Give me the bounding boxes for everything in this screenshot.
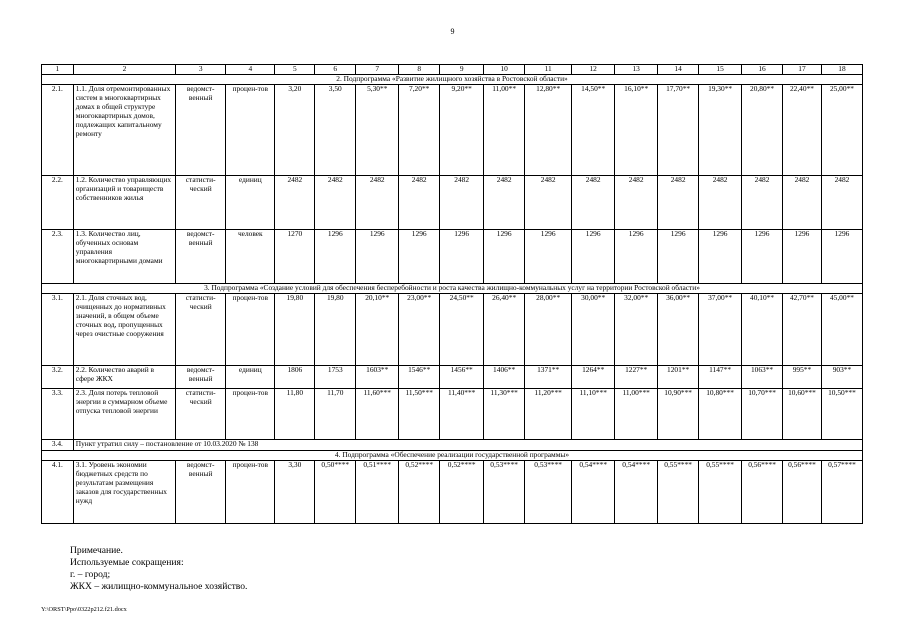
- value-cell: 1753: [315, 366, 356, 389]
- table-row: [42, 85, 863, 176]
- value-cell: 903**: [821, 366, 862, 389]
- column-header: 10: [484, 65, 525, 75]
- value-cell: 9,20**: [440, 85, 484, 176]
- indicator-unit: процен-тов: [226, 461, 275, 524]
- indicator-type: статисти-ческий: [176, 176, 226, 230]
- value-cell: 11,50***: [399, 389, 440, 440]
- column-header: 5: [275, 65, 315, 75]
- value-cell: 1296: [658, 230, 699, 284]
- value-cell: 2482: [484, 176, 525, 230]
- value-cell: 0,56****: [742, 461, 783, 524]
- value-cell: 11,00**: [484, 85, 525, 176]
- value-cell: 0,53****: [525, 461, 572, 524]
- table-row: [42, 461, 863, 524]
- indicator-name: 2.3. Доля потерь тепловой энергии в суммарном объеме отпуска тепловой энергии: [73, 389, 175, 440]
- indicator-type: ведомст-венный: [176, 461, 226, 524]
- value-cell: 11,30***: [484, 389, 525, 440]
- value-cell: 2482: [615, 176, 658, 230]
- value-cell: 30,00**: [572, 294, 615, 366]
- note-line: г. – город;: [70, 569, 111, 580]
- value-cell: 37,00**: [699, 294, 742, 366]
- indicator-type: ведомст-венный: [176, 85, 226, 176]
- value-cell: 2482: [440, 176, 484, 230]
- table-row-repealed: [42, 440, 863, 451]
- value-cell: 16,10**: [615, 85, 658, 176]
- value-cell: 23,00**: [399, 294, 440, 366]
- value-cell: 10,70***: [742, 389, 783, 440]
- row-number: 4.1.: [42, 461, 74, 524]
- value-cell: 14,50**: [572, 85, 615, 176]
- row-number: 2.1.: [42, 85, 74, 176]
- table-row: [42, 176, 863, 230]
- value-cell: 1296: [399, 230, 440, 284]
- indicator-unit: единиц: [226, 366, 275, 389]
- value-cell: 42,70**: [783, 294, 822, 366]
- value-cell: 2482: [315, 176, 356, 230]
- value-cell: 20,80**: [742, 85, 783, 176]
- column-header: 15: [699, 65, 742, 75]
- column-header: 12: [572, 65, 615, 75]
- value-cell: 10,60***: [783, 389, 822, 440]
- column-header: 4: [226, 65, 275, 75]
- value-cell: 10,90***: [658, 389, 699, 440]
- indicator-unit: процен-тов: [226, 389, 275, 440]
- value-cell: 2482: [572, 176, 615, 230]
- row-number: 2.2.: [42, 176, 74, 230]
- table-row: [42, 366, 863, 389]
- value-cell: 3,20: [275, 85, 315, 176]
- value-cell: 11,80: [275, 389, 315, 440]
- column-header: 2: [73, 65, 175, 75]
- value-cell: 0,55****: [699, 461, 742, 524]
- indicator-unit: процен-тов: [226, 294, 275, 366]
- indicator-name: 3.1. Уровень экономии бюджетных средств по результатам размещения заказов для государственных нужд: [73, 461, 175, 524]
- value-cell: 0,57****: [821, 461, 862, 524]
- value-cell: 1546**: [399, 366, 440, 389]
- value-cell: 11,60***: [356, 389, 399, 440]
- column-header: 17: [783, 65, 822, 75]
- column-header: 16: [742, 65, 783, 75]
- section-title: 4. Подпрограмма «Обеспечение реализации государственной программы»: [42, 451, 863, 461]
- indicator-name: 2.2. Количество аварий в сфере ЖКХ: [73, 366, 175, 389]
- indicator-unit: процен-тов: [226, 85, 275, 176]
- value-cell: 1296: [484, 230, 525, 284]
- value-cell: 5,30**: [356, 85, 399, 176]
- value-cell: 22,40**: [783, 85, 822, 176]
- value-cell: 0,54****: [572, 461, 615, 524]
- notes-block: [70, 545, 247, 593]
- value-cell: 26,40**: [484, 294, 525, 366]
- column-number-row: [42, 65, 863, 75]
- column-header: 11: [525, 65, 572, 75]
- value-cell: 1456**: [440, 366, 484, 389]
- value-cell: 10,50***: [821, 389, 862, 440]
- note-line: Используемые сокращения:: [70, 557, 184, 568]
- column-header: 9: [440, 65, 484, 75]
- value-cell: 995**: [783, 366, 822, 389]
- section-title: 3. Подпрограмма «Создание условий для обеспечения бесперебойности и роста качества жилищно-коммунальных услуг на территории Ростовской области»: [42, 284, 863, 294]
- value-cell: 1296: [572, 230, 615, 284]
- table-row: [42, 389, 863, 440]
- column-header: 14: [658, 65, 699, 75]
- section-row-4: [42, 451, 863, 461]
- value-cell: 11,40***: [440, 389, 484, 440]
- value-cell: 0,51****: [356, 461, 399, 524]
- value-cell: 1371**: [525, 366, 572, 389]
- value-cell: 0,52****: [440, 461, 484, 524]
- column-header: 7: [356, 65, 399, 75]
- value-cell: 0,54****: [615, 461, 658, 524]
- value-cell: 19,80: [275, 294, 315, 366]
- indicator-name: 1.2. Количество управляющих организаций и товариществ собственников жилья: [73, 176, 175, 230]
- note-line: ЖКХ – жилищно-коммунальное хозяйство.: [70, 581, 248, 592]
- value-cell: 1296: [783, 230, 822, 284]
- value-cell: 0,53****: [484, 461, 525, 524]
- value-cell: 0,52****: [399, 461, 440, 524]
- value-cell: 1296: [315, 230, 356, 284]
- value-cell: 10,80***: [699, 389, 742, 440]
- column-header: 1: [42, 65, 74, 75]
- value-cell: 1296: [699, 230, 742, 284]
- indicator-type: статисти-ческий: [176, 389, 226, 440]
- indicator-name: 1.3. Количество лиц, обученных основам управления многоквартирными домами: [73, 230, 175, 284]
- page-number: 9: [450, 27, 455, 36]
- value-cell: 1296: [356, 230, 399, 284]
- table-row: [42, 230, 863, 284]
- value-cell: 11,20***: [525, 389, 572, 440]
- value-cell: 1147**: [699, 366, 742, 389]
- value-cell: 17,70**: [658, 85, 699, 176]
- value-cell: 3,30: [275, 461, 315, 524]
- value-cell: 2482: [275, 176, 315, 230]
- value-cell: 1806: [275, 366, 315, 389]
- value-cell: 1296: [742, 230, 783, 284]
- row-number: 3.4.: [42, 440, 74, 451]
- file-path-footer: Y:\ORST\Ppo\0322p212.f21.docx: [41, 606, 127, 613]
- value-cell: 1201**: [658, 366, 699, 389]
- indicator-type: статисти-ческий: [176, 294, 226, 366]
- value-cell: 2482: [783, 176, 822, 230]
- row-number: 3.1.: [42, 294, 74, 366]
- column-header: 8: [399, 65, 440, 75]
- value-cell: 24,50**: [440, 294, 484, 366]
- indicator-name: 1.1. Доля отремонтированных систем в многоквартирных домах в общей структуре многоквартирных домов, подлежащих капитальному ремонту: [73, 85, 175, 176]
- value-cell: 2482: [699, 176, 742, 230]
- value-cell: 2482: [742, 176, 783, 230]
- value-cell: 1296: [440, 230, 484, 284]
- indicator-name: 2.1. Доля сточных вод, очищенных до нормативных значений, в общем объеме сточных вод, пропущенных через очистные сооружения: [73, 294, 175, 366]
- note-heading: Примечание.: [70, 545, 123, 556]
- value-cell: 11,70: [315, 389, 356, 440]
- value-cell: 2482: [399, 176, 440, 230]
- value-cell: 19,80: [315, 294, 356, 366]
- value-cell: 19,30**: [699, 85, 742, 176]
- row-number: 3.2.: [42, 366, 74, 389]
- value-cell: 2482: [525, 176, 572, 230]
- value-cell: 2482: [821, 176, 862, 230]
- value-cell: 36,00**: [658, 294, 699, 366]
- value-cell: 2482: [658, 176, 699, 230]
- section-title: 2. Подпрограмма «Развитие жилищного хозяйства в Ростовской области»: [42, 75, 863, 85]
- value-cell: 1270: [275, 230, 315, 284]
- value-cell: 0,55****: [658, 461, 699, 524]
- indicator-unit: единиц: [226, 176, 275, 230]
- column-header: 13: [615, 65, 658, 75]
- indicator-type: ведомст-венный: [176, 366, 226, 389]
- row-number: 3.3.: [42, 389, 74, 440]
- value-cell: 0,56****: [783, 461, 822, 524]
- value-cell: 7,20**: [399, 85, 440, 176]
- value-cell: 12,80**: [525, 85, 572, 176]
- value-cell: 1406**: [484, 366, 525, 389]
- value-cell: 11,10***: [572, 389, 615, 440]
- indicator-type: ведомст-венный: [176, 230, 226, 284]
- value-cell: 1603**: [356, 366, 399, 389]
- column-header: 3: [176, 65, 226, 75]
- value-cell: 20,10**: [356, 294, 399, 366]
- value-cell: 3,50: [315, 85, 356, 176]
- value-cell: 25,00**: [821, 85, 862, 176]
- value-cell: 1227**: [615, 366, 658, 389]
- column-header: 6: [315, 65, 356, 75]
- value-cell: 1063**: [742, 366, 783, 389]
- section-row-2: [42, 75, 863, 85]
- value-cell: 1296: [821, 230, 862, 284]
- value-cell: 1264**: [572, 366, 615, 389]
- table-row: [42, 294, 863, 366]
- value-cell: 32,00**: [615, 294, 658, 366]
- value-cell: 1296: [525, 230, 572, 284]
- value-cell: 2482: [356, 176, 399, 230]
- indicators-table: [41, 64, 863, 524]
- value-cell: 45,00**: [821, 294, 862, 366]
- repealed-note: Пункт утратил силу – постановление от 10.03.2020 № 138: [73, 440, 862, 451]
- value-cell: 28,00**: [525, 294, 572, 366]
- value-cell: 0,50****: [315, 461, 356, 524]
- section-row-3: [42, 284, 863, 294]
- indicator-unit: человек: [226, 230, 275, 284]
- column-header: 18: [821, 65, 862, 75]
- value-cell: 11,00***: [615, 389, 658, 440]
- value-cell: 40,10**: [742, 294, 783, 366]
- value-cell: 1296: [615, 230, 658, 284]
- row-number: 2.3.: [42, 230, 74, 284]
